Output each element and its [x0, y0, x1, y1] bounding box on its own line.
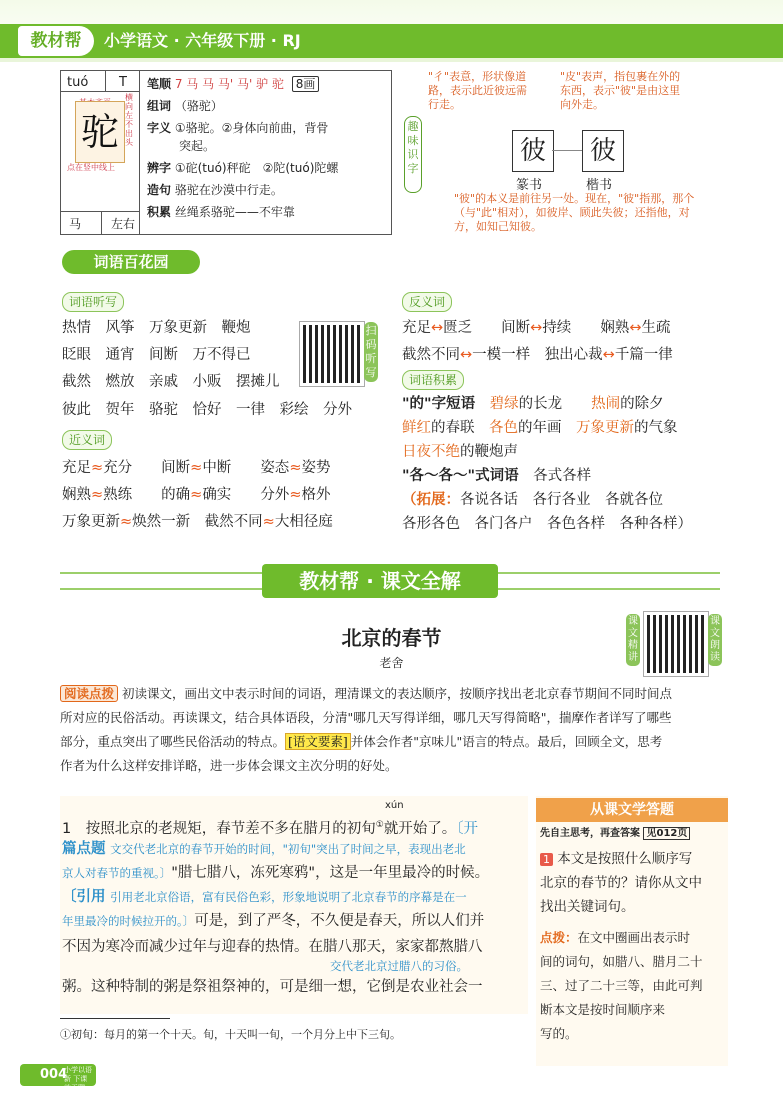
question-line-1: 1 本文是按照什么顺序写	[540, 848, 692, 871]
main-character: 驼	[80, 110, 119, 154]
answer-line-5: 写的。	[540, 1026, 578, 1041]
strokes-count: 8画	[292, 76, 320, 92]
reading-tip-line: 并体会作者"京味儿"语言的特点。最后，回顾全文，思考	[350, 734, 663, 749]
reading-tip-line: 所对应的民俗活动。再读课文，结合具体语段，分清"哪几天写得详细，哪几天写得简略"，揣摩作者详写了哪些	[60, 710, 672, 725]
brand-logo: 教材帮	[18, 26, 94, 56]
qr-code-dictation[interactable]	[300, 322, 364, 386]
seal-script-char: 彼	[512, 130, 554, 172]
distinct-value: ①砣(tuó)秤砣 ②陀(tuó)陀螺	[174, 161, 339, 175]
character-card	[60, 70, 392, 235]
header-strip	[0, 58, 783, 62]
answer-box-sub: 先自主思考，再查答案 见012页	[540, 824, 690, 839]
reading-tip-tag: 阅读点拨	[60, 685, 118, 702]
answer-page-ref: 见012页	[643, 827, 690, 840]
section-title-ciyu: 词语百花园	[62, 250, 200, 274]
sentence-label: 造句	[147, 183, 172, 197]
meaning-row-2: 突起。	[179, 139, 216, 153]
scan-dictation-label: 扫码听写	[364, 322, 378, 382]
anno-right: "皮"表声，指包裹在外的东西，表示"彼"是由这里向外走。	[560, 70, 681, 111]
fun-literacy-tag: 趣味识字	[404, 116, 422, 193]
synonym-line-3: 万象更新≈焕然一新 截然不同≈大相径庭	[62, 514, 333, 530]
accum-value: 丝绳系骆驼——不牢靠	[174, 205, 295, 219]
synonym-line-1: 充足≈充分 间断≈中断 姿态≈姿势	[62, 460, 331, 476]
reading-tip-line: 作者为什么这样安排详略，进一步体会课文主次分明的好处。	[60, 758, 398, 773]
word-label: 组词	[147, 99, 172, 113]
language-element-tag: [语文要素]	[285, 733, 351, 750]
dictation-line-2: 眨眼 通宵 间断 万不得已	[62, 347, 251, 363]
grid-note-bottom: 点在竖中线上	[67, 163, 115, 172]
reading-tip-line: 初读课文，画出文中表示时间的词语，理清课文的表达顺序，按顺序找出老北京春节期间不同时间点	[122, 686, 673, 701]
char-pinyin: tuó	[67, 75, 89, 90]
text-line-4: 不因为寒冷而减少过年与迎春的热情。在腊八那天，家家都熬腊八	[62, 939, 483, 955]
book-title: 小学语文 · 六年级下册 · RJ	[104, 31, 301, 50]
grid-note-side: 横向左不出头	[125, 93, 133, 147]
dictation-line-4: 彼此 贺年 骆驼 恰好 一律 彩绘 分外	[62, 402, 352, 418]
text-line-5: 粥。这种特制的粥是祭祖祭神的，可是细一想，它倒是农业社会一	[62, 979, 483, 995]
text-note-1: 篇点题 文交代老北京的春节开始的时间，"初旬"突出了时间之早，表现出老北	[62, 841, 466, 857]
divider	[61, 91, 139, 92]
essay-author: 老舍	[379, 656, 404, 670]
connector	[552, 150, 582, 151]
extension-line-2: 各形各色 各门各户 各色各样 各种各样）	[402, 516, 692, 532]
char-radical: 马	[69, 217, 82, 231]
question-line-2: 北京的春节的？请你从文中	[540, 875, 702, 891]
word-value: （骆驼）	[174, 99, 223, 113]
accumulation-tag: 词语积累	[402, 370, 464, 390]
antonym-line-1: 充足↔匮乏 间断↔持续 娴熟↔生疏	[402, 320, 671, 336]
strokes-row	[147, 77, 319, 91]
question-number: 1	[540, 853, 553, 866]
char-struct-icon: T	[119, 75, 127, 90]
strokes-sequence: 7 马 马 马' 马' 驴 驼	[174, 77, 284, 91]
divider	[139, 71, 140, 234]
synonym-tag: 近义词	[62, 430, 112, 450]
regular-label: 楷书	[586, 178, 613, 193]
text-line-3: 年里最冷的时候拉开的。〕可是，到了严冬，不久便是春天，所以人们并	[62, 913, 485, 929]
antonym-line-2: 截然不同↔一模一样 独出心裁↔千篇一律	[402, 347, 673, 363]
meaning-value: ①骆驼。②身体向前曲，背骨	[174, 121, 329, 135]
divider	[61, 211, 139, 212]
lecture-label: 课文精讲	[626, 614, 640, 666]
meaning-row	[147, 121, 328, 135]
sentence-value: 骆驼在沙漠中行走。	[174, 183, 283, 197]
text-line-1: 1 按照北京的老规矩，春节差不多在腊月的初旬①就开始了。〔开	[62, 820, 479, 837]
writing-grid	[75, 101, 125, 163]
page-slogan: 小学以语新 下课就无聊	[64, 1066, 92, 1092]
de-phrase-line-3: 日夜不绝的鞭炮声	[402, 444, 518, 460]
antonym-tag: 反义词	[402, 292, 452, 312]
footnote: ①初旬：每月的第一个十天。旬，十天叫一旬，一个月分上中下三旬。	[60, 1028, 401, 1041]
question-line-3: 找出关键词句。	[540, 899, 635, 915]
reading-tip	[60, 682, 720, 778]
fun-explain: "彼"的本义是前往另一处。现在，"彼"指那，那个（与"此"相对），如彼岸、顾此失彼；还指他，对方，如知己知彼。	[454, 192, 695, 233]
de-phrase-line-1: "的"字短语 碧绿的长龙 热闹的除夕	[402, 396, 664, 412]
anno-left: "彳"表意，形状像道路，表示此近彼远需行走。	[428, 70, 527, 111]
accum-row	[147, 205, 295, 219]
accum-label: 积累	[147, 205, 172, 219]
footnote-rule	[60, 1018, 170, 1019]
distinct-row	[147, 161, 338, 175]
divider	[101, 211, 102, 234]
answer-line-3: 三、过了二十三等，由此可判	[540, 978, 703, 993]
regular-script-char: 彼	[582, 130, 624, 172]
char-structure: 左右	[111, 217, 136, 231]
answer-line-4: 断本文是按时间顺序来	[540, 1002, 666, 1017]
de-phrase-line-2: 鲜红的春联 各色的年画 万象更新的气象	[402, 420, 678, 436]
essay-title: 北京的春节	[341, 626, 442, 650]
extension-line-1: （拓展：各说各话 各行各业 各就各位	[402, 492, 663, 508]
meaning-label: 字义	[147, 121, 172, 135]
reading-label: 课文朗读	[708, 614, 722, 666]
sentence-row	[147, 183, 283, 197]
distinct-label: 辨字	[147, 161, 172, 175]
text-line-2: 京人对春节的重视。〕"腊七腊八，冻死寒鸦"，这是一年里最冷的时候。	[62, 865, 490, 881]
seal-label: 篆书	[516, 178, 543, 193]
answer-line-2: 间的词句，如腊八、腊月二十	[540, 954, 703, 969]
word-row	[147, 99, 223, 113]
dictation-tag: 词语听写	[62, 292, 124, 312]
qr-code-essay[interactable]	[644, 612, 708, 676]
text-note-3: 交代老北京过腊八的习俗。	[330, 959, 468, 973]
dictation-line-3: 截然 燃放 亲戚 小贩 摆摊儿	[62, 374, 280, 390]
synonym-line-2: 娴熟≈熟练 的确≈确实 分外≈格外	[62, 487, 331, 503]
text-note-2: 〔引用 引用老北京俗语，富有民俗色彩，形象地说明了北京春节的序幕是在一	[62, 889, 467, 905]
pinyin-xun: xún	[385, 800, 404, 811]
dictation-line-1: 热情 风筝 万象更新 鞭炮	[62, 320, 251, 336]
reading-tip-line: 部分，重点突出了哪些民俗活动的特点。	[60, 734, 286, 749]
divider	[105, 71, 106, 91]
answer-box-title: 从课文学答题	[536, 798, 728, 822]
ge-phrase-line: "各～各～"式词语 各式各样	[402, 468, 592, 484]
strokes-label: 笔顺	[147, 77, 172, 91]
page-number: 004	[20, 1064, 96, 1086]
section-banner: 教材帮 · 课文全解	[262, 564, 498, 598]
answer-line-1: 点拨：在文中圈画出表示时	[540, 930, 691, 945]
